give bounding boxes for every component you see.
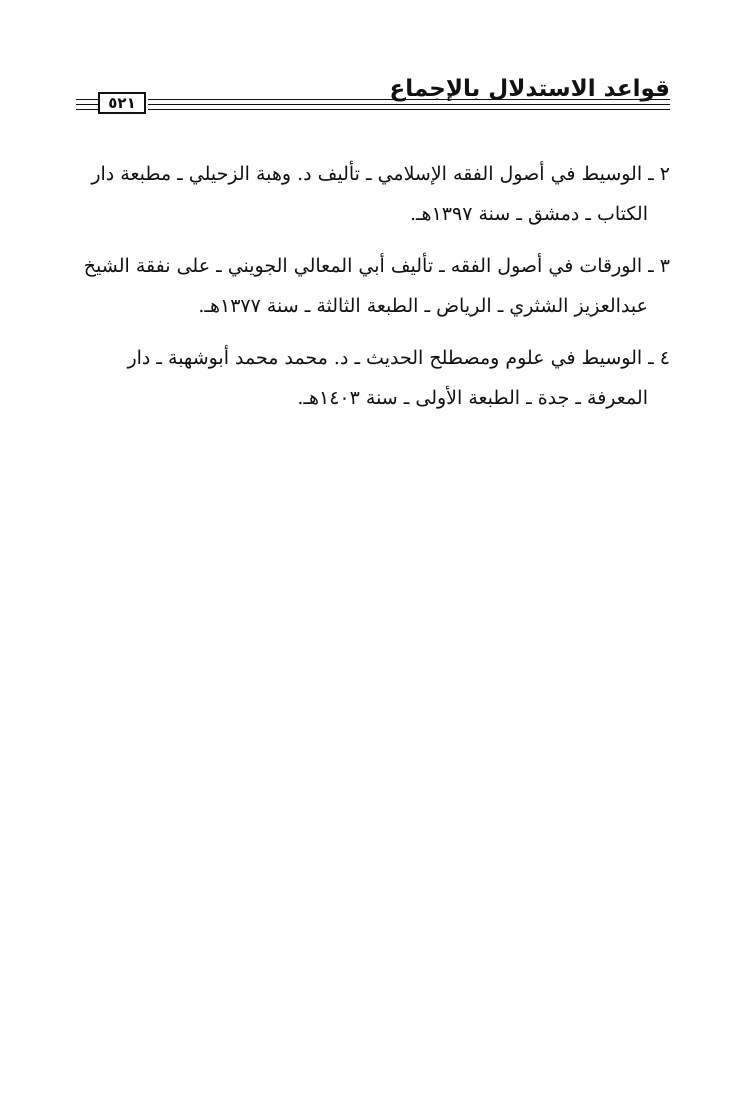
reference-entry-continuation: الكتاب ـ دمشق ـ سنة ١٣٩٧هـ. [409,203,648,225]
reference-list [80,154,670,430]
reference-entry-2 [80,154,670,234]
reference-entry-line: ٤ ـ الوسيط في علوم ومصطلح الحديث ـ د. محمد محمد أبوشهبة ـ دار [127,347,670,369]
reference-entry-3 [80,246,670,326]
header-rule [148,104,670,105]
header-rule-left-tick [76,109,98,110]
header-rule-left-tick [76,104,98,105]
header-rule-left-tick [76,99,98,100]
running-title: قواعد الاستدلال بالإجماع [389,76,670,102]
header-rule [148,99,670,100]
reference-entry-line: ٣ ـ الورقات في أصول الفقه ـ تأليف أبي المعالي الجويني ـ على نفقة الشيخ [83,255,670,277]
page-number-box: ٥٢١ [98,92,146,114]
reference-entry-continuation: المعرفة ـ جدة ـ الطبعة الأولى ـ سنة ١٤٠٣هـ. [297,387,648,409]
header-rule [148,109,670,110]
reference-entry-4 [80,338,670,418]
reference-entry-line: ٢ ـ الوسيط في أصول الفقه الإسلامي ـ تأليف د. وهبة الزحيلي ـ مطبعة دار [91,163,670,185]
reference-entry-continuation: عبدالعزيز الشثري ـ الرياض ـ الطبعة الثالثة ـ سنة ١٣٧٧هـ. [198,295,648,317]
